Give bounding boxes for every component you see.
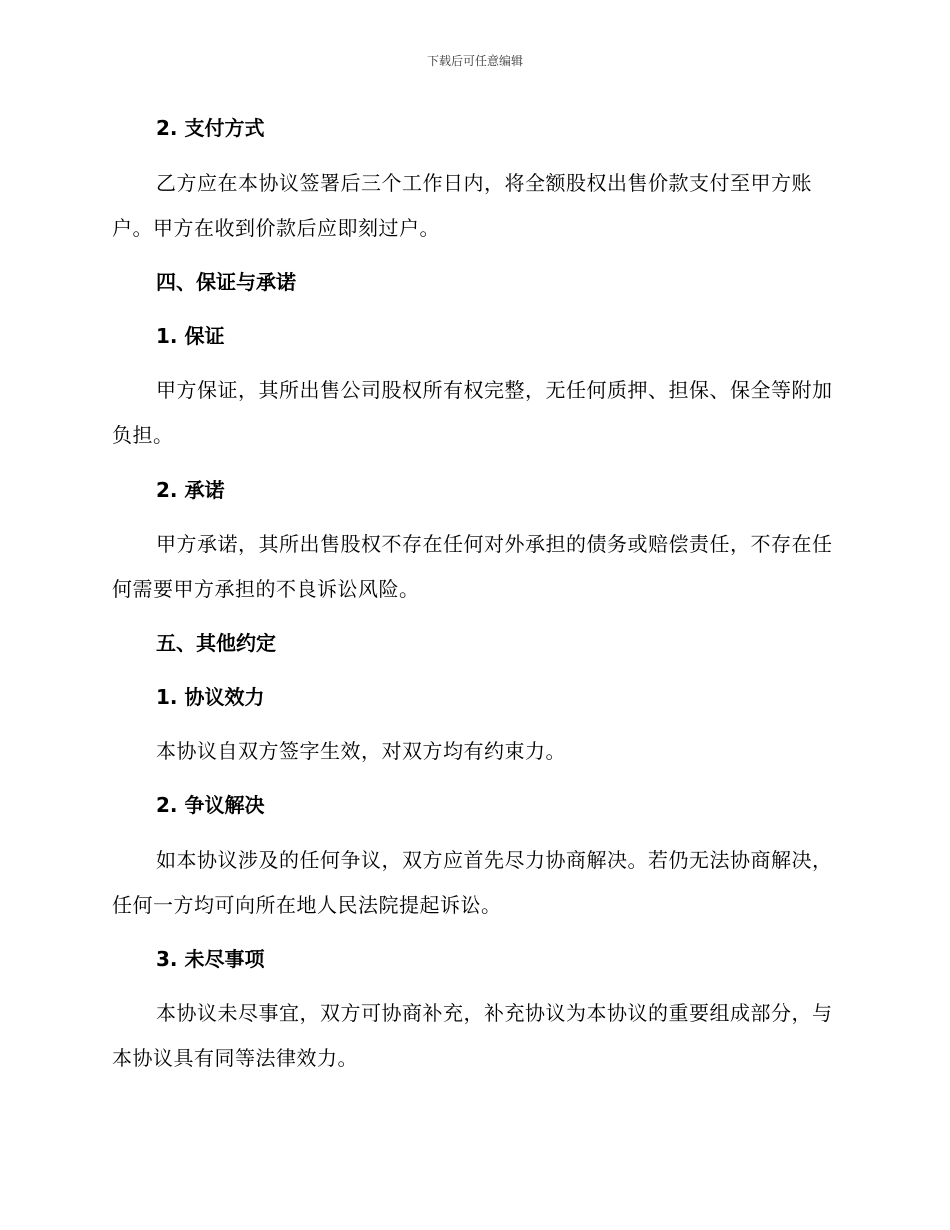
promise-heading: 2. 承诺: [156, 478, 225, 502]
misc-paragraph: 本协议未尽事宜，双方可协商补充，补充协议为本协议的重要组成部分，与本协议具有同等法律效力。: [112, 1001, 833, 1070]
guarantee-paragraph: 甲方保证，其所出售公司股权所有权完整，无任何质押、担保、保全等附加负担。: [112, 378, 833, 447]
effect-heading: 1. 协议效力: [156, 685, 265, 709]
other-section-heading: 五、其他约定: [156, 631, 276, 655]
payment-heading: 2. 支付方式: [156, 116, 265, 140]
promise-paragraph: 甲方承诺，其所出售股权不存在任何对外承担的债务或赔偿责任，不存在任何需要甲方承担的不良诉讼风险。: [112, 532, 833, 601]
guarantee-section-heading: 四、保证与承诺: [156, 270, 296, 294]
misc-heading: 3. 未尽事项: [156, 947, 265, 971]
page-header: 下载后可任意编辑: [426, 54, 523, 68]
effect-paragraph: 本协议自双方签字生效，对双方均有约束力。: [156, 739, 566, 763]
guarantee-heading: 1. 保证: [156, 324, 225, 348]
dispute-heading: 2. 争议解决: [156, 793, 265, 817]
payment-paragraph: 乙方应在本协议签署后三个工作日内，将全额股权出售价款支付至甲方账户。甲方在收到价款后应即刻过户。: [112, 171, 812, 240]
dispute-paragraph: 如本协议涉及的任何争议，双方应首先尽力协商解决。若仍无法协商解决，任何一方均可向所在地人民法院提起诉讼。: [112, 848, 833, 917]
